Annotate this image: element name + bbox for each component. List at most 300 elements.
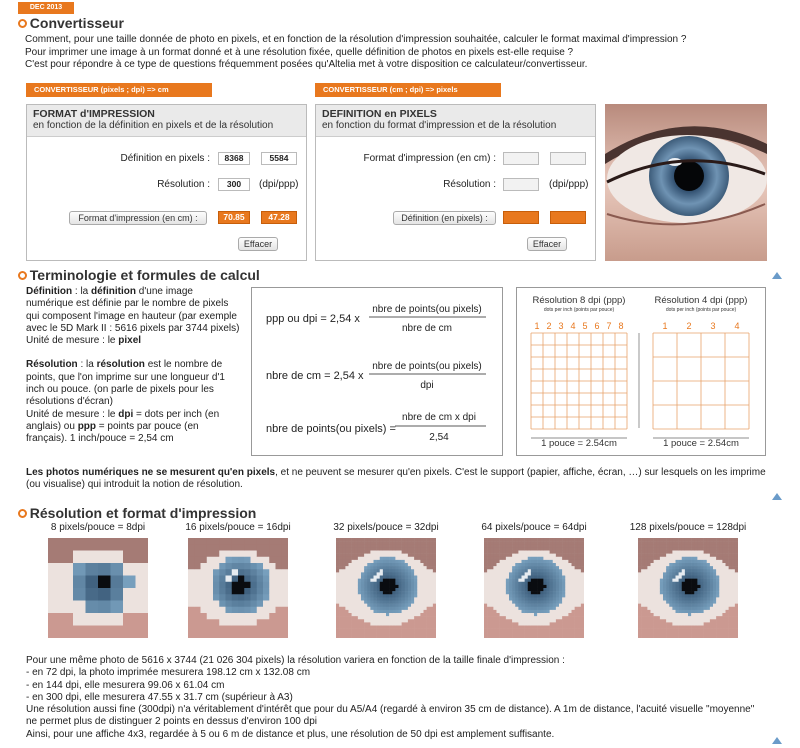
sample-pixel <box>411 538 414 541</box>
sample-pixel <box>562 541 565 544</box>
sample-pixel <box>531 616 534 619</box>
sample-pixel <box>420 601 423 604</box>
sample-pixel <box>518 544 521 547</box>
sample-pixel <box>735 622 738 625</box>
sample-pixel <box>729 626 732 629</box>
sample-pixel <box>685 566 688 569</box>
sample-pixel <box>641 594 644 597</box>
sample-pixel <box>543 610 546 613</box>
sample-pixel <box>694 607 697 610</box>
sample-pixel <box>367 635 370 638</box>
sample-pixel <box>572 613 575 616</box>
sample-pixel <box>349 610 352 613</box>
sample-pixel <box>679 616 682 619</box>
scroll-top-icon[interactable] <box>772 737 782 744</box>
sample-pixel <box>269 557 276 564</box>
sample-pixel <box>726 569 729 572</box>
sample-pixel <box>694 572 697 575</box>
sample-pixel <box>651 579 654 582</box>
format-height-input[interactable] <box>550 152 586 165</box>
sample-pixel <box>487 613 490 616</box>
sample-pixel <box>207 588 214 595</box>
sample-pixel <box>367 563 370 566</box>
sample-pixel <box>123 588 136 601</box>
sample-pixel <box>263 544 270 551</box>
sample-pixel <box>572 538 575 541</box>
sample-pixel <box>411 551 414 554</box>
sample-pixel <box>427 597 430 600</box>
sample-pixel <box>389 629 392 632</box>
sample-pixel <box>497 597 500 600</box>
sample-pixel <box>342 554 345 557</box>
sample-pixel <box>86 538 99 551</box>
sample-pixel <box>424 591 427 594</box>
sample-pixel <box>370 601 373 604</box>
sample-pixel <box>694 544 697 547</box>
sample-pixel <box>547 613 550 616</box>
grid-number: 3 <box>558 321 564 331</box>
sample-pixel <box>497 629 500 632</box>
sample-pixel <box>405 572 408 575</box>
sample-pixel <box>550 626 553 629</box>
sample-pixel <box>506 547 509 550</box>
sample-pixel <box>395 563 398 566</box>
sample-pixel <box>336 563 339 566</box>
panel-header <box>27 105 306 137</box>
sample-pixel <box>399 569 402 572</box>
sample-pixel <box>710 544 713 547</box>
sample-pixel <box>484 610 487 613</box>
sample-pixel <box>355 632 358 635</box>
sample-pixel <box>383 560 386 563</box>
sample-pixel <box>543 538 546 541</box>
sample-pixel <box>562 635 565 638</box>
sample-pixel <box>543 635 546 638</box>
sample-pixel <box>417 626 420 629</box>
sample-pixel <box>669 572 672 575</box>
sample-pixel <box>660 597 663 600</box>
sample-pixel <box>647 626 650 629</box>
sample-pixel <box>657 560 660 563</box>
sample-pixel <box>679 632 682 635</box>
sample-pixel <box>654 582 657 585</box>
sample-pixel <box>342 557 345 560</box>
sample-pixel <box>399 619 402 622</box>
sample-pixel <box>201 632 208 638</box>
sample-pixel <box>405 576 408 579</box>
sample-pixel <box>364 591 367 594</box>
sample-pixel <box>694 594 697 597</box>
sample-pixel <box>575 572 578 575</box>
sample-pixel <box>417 597 420 600</box>
format-width-input[interactable] <box>503 152 539 165</box>
sample-pixel <box>389 604 392 607</box>
sample-pixel <box>562 601 565 604</box>
sample-pixel <box>349 594 352 597</box>
sample-pixel <box>732 635 735 638</box>
sample-pixel <box>349 607 352 610</box>
sample-pixel <box>336 619 339 622</box>
definition-unit <box>26 335 241 347</box>
sample-pixel <box>408 563 411 566</box>
sample-pixel <box>672 544 675 547</box>
definition-label: Définition en pixels : <box>120 153 210 164</box>
sample-pixel <box>719 566 722 569</box>
term: Définition <box>26 286 73 297</box>
sample-pixel <box>48 626 61 639</box>
sample-pixel <box>512 538 515 541</box>
sample-pixel <box>506 629 509 632</box>
sample-pixel <box>194 538 201 545</box>
sample-pixel <box>685 632 688 635</box>
sample-pixel <box>697 604 700 607</box>
sample-pixel <box>531 604 534 607</box>
sample-pixel <box>704 632 707 635</box>
sample-pixel <box>663 557 666 560</box>
sample-pixel <box>669 635 672 638</box>
sample-pixel <box>207 601 214 608</box>
sample-pixel <box>694 563 697 566</box>
sample-pixel <box>364 619 367 622</box>
sample-pixel <box>336 601 339 604</box>
sample-pixel <box>389 626 392 629</box>
sample-pixel <box>735 601 738 604</box>
sample-pixel <box>364 557 367 560</box>
sample-pixel <box>663 576 666 579</box>
sample-pixel <box>525 622 528 625</box>
sample-pixel <box>427 607 430 610</box>
sample-pixel <box>500 579 503 582</box>
scroll-top-icon[interactable] <box>772 272 782 279</box>
sample-pixel <box>352 597 355 600</box>
sample-pixel <box>522 585 525 588</box>
sample-pixel <box>578 588 581 591</box>
sample-pixel <box>339 582 342 585</box>
sample-pixel <box>515 610 518 613</box>
sample-pixel <box>732 563 735 566</box>
sample-pixel <box>512 616 515 619</box>
tab-pixels-to-cm[interactable]: CONVERTISSEUR (pixels ; dpi) => cm <box>26 83 212 97</box>
sample-pixel <box>48 588 61 601</box>
sample-pixel <box>269 551 276 558</box>
sample-pixel <box>710 569 713 572</box>
term: ppp <box>77 420 97 432</box>
explanation-line: Une résolution aussi fine (300dpi) n'a véritablement d'intérêt que pour du A5/A4 (regardé à environ 35 cm de distance). A 1m de distance, l'acuité visuelle "moyenne" ne permet plus de distinguer 2 points en dessus d'environ 100 dpi <box>26 704 755 728</box>
sample-pixel <box>408 594 411 597</box>
sample-pixel <box>556 597 559 600</box>
sample-pixel <box>490 569 493 572</box>
sample-pixel <box>666 563 669 566</box>
sample-pixel <box>188 588 195 595</box>
sample-pixel <box>575 541 578 544</box>
sample-pixel <box>48 613 61 626</box>
sample-pixel <box>543 616 546 619</box>
sample-pixel <box>361 572 364 575</box>
sample-pixel <box>352 541 355 544</box>
sample-pixel <box>61 563 74 576</box>
sample-pixel <box>531 557 534 560</box>
sample-pixel <box>657 551 660 554</box>
sample-pixel <box>408 538 411 541</box>
sample-pixel <box>559 585 562 588</box>
sample-pixel <box>550 547 553 550</box>
sample-pixel <box>716 541 719 544</box>
formula-lhs: ppp ou dpi = 2,54 x <box>266 313 360 325</box>
sample-pixel <box>414 544 417 547</box>
sample-pixel <box>657 576 660 579</box>
sample-pixel <box>408 632 411 635</box>
sample-pixel <box>722 560 725 563</box>
sample-pixel <box>713 569 716 572</box>
sample-pixel <box>276 538 283 545</box>
definitions-text <box>26 286 241 446</box>
sample-pixel <box>568 632 571 635</box>
sample-pixel <box>688 594 691 597</box>
sample-pixel <box>688 557 691 560</box>
sample-pixel <box>647 579 650 582</box>
sample-pixel <box>562 585 565 588</box>
sample-pixel <box>534 604 537 607</box>
sample-pixel <box>710 588 713 591</box>
sample-pixel <box>342 601 345 604</box>
sample-pixel <box>342 616 345 619</box>
resolution-label: Résolution : <box>443 179 496 190</box>
sample-pixel <box>370 560 373 563</box>
sample-pixel <box>685 572 688 575</box>
tab-cm-to-pixels[interactable]: CONVERTISSEUR (cm ; dpi) => pixels <box>315 83 501 97</box>
sample-pixel <box>405 594 408 597</box>
sample-pixel <box>556 635 559 638</box>
sample-pixel <box>676 594 679 597</box>
sample-pixel <box>691 635 694 638</box>
sample-pixel <box>515 551 518 554</box>
sample-pixel <box>647 572 650 575</box>
sample-pixel <box>349 547 352 550</box>
sample-pixel <box>389 616 392 619</box>
resolution-input[interactable]: 300 <box>218 178 250 191</box>
sample-pixel <box>553 635 556 638</box>
sample-pixel <box>685 629 688 632</box>
sample-pixel <box>565 613 568 616</box>
sample-pixel <box>518 582 521 585</box>
sample-pixel <box>515 626 518 629</box>
sample-pixel <box>420 629 423 632</box>
sample-pixel <box>647 597 650 600</box>
sample-pixel <box>676 632 679 635</box>
sample-pixel <box>355 541 358 544</box>
sample-pixel <box>411 591 414 594</box>
sample-pixel <box>697 551 700 554</box>
sample-pixel <box>534 613 537 616</box>
sample-pixel <box>370 616 373 619</box>
sample-pixel <box>550 551 553 554</box>
sample-pixel <box>657 547 660 550</box>
sample-pixel <box>543 619 546 622</box>
sample-pixel <box>534 597 537 600</box>
sample-pixel <box>735 554 738 557</box>
sample-pixel <box>729 554 732 557</box>
sample-pixel <box>676 554 679 557</box>
sample-pixel <box>427 560 430 563</box>
sample-pixel <box>349 635 352 638</box>
sample-pixel <box>411 544 414 547</box>
sample-pixel <box>735 557 738 560</box>
sample-pixel <box>556 566 559 569</box>
sample-pixel <box>430 607 433 610</box>
sample-pixel <box>213 557 220 564</box>
sample-pixel <box>722 588 725 591</box>
sample-pixel <box>364 569 367 572</box>
sample-pixel <box>417 588 420 591</box>
sample-pixel <box>719 557 722 560</box>
format-impression-button[interactable]: Format d'impression (en cm) : <box>69 211 207 225</box>
definition-button[interactable]: Définition (en pixels) : <box>393 211 496 225</box>
sample-pixel <box>383 563 386 566</box>
sample-pixel <box>123 563 136 576</box>
sample-pixel <box>534 579 537 582</box>
sample-pixel <box>735 607 738 610</box>
sample-pixel <box>553 629 556 632</box>
sample-pixel <box>553 613 556 616</box>
sample-pixel <box>531 619 534 622</box>
sample-pixel <box>562 579 565 582</box>
sample-pixel <box>427 613 430 616</box>
sample-pixel <box>111 563 124 576</box>
clear-button[interactable]: Effacer <box>527 237 567 251</box>
sample-pixel <box>364 547 367 550</box>
sample-pixel <box>490 538 493 541</box>
sample-pixel <box>525 619 528 622</box>
sample-pixel <box>414 622 417 625</box>
sample-pixel <box>364 544 367 547</box>
sample-pixel <box>572 607 575 610</box>
formula-lhs: nbre de cm = 2,54 x <box>266 370 364 382</box>
sample-pixel <box>556 572 559 575</box>
sample-pixel <box>669 594 672 597</box>
sample-pixel <box>647 622 650 625</box>
sample-pixel <box>358 566 361 569</box>
sample-pixel <box>370 551 373 554</box>
sample-pixel <box>531 544 534 547</box>
sample-pixel <box>672 560 675 563</box>
sample-pixel <box>547 594 550 597</box>
clear-button[interactable]: Effacer <box>238 237 278 251</box>
sample-pixel <box>493 563 496 566</box>
sample-pixel <box>345 604 348 607</box>
sample-pixel <box>641 632 644 635</box>
sample-pixel <box>565 616 568 619</box>
sample-pixel <box>500 607 503 610</box>
sample-pixel <box>395 616 398 619</box>
sample-pixel <box>238 557 245 564</box>
sample-pixel <box>556 613 559 616</box>
eye-sample-image <box>484 538 584 638</box>
sample-pixel <box>722 582 725 585</box>
sample-pixel <box>559 622 562 625</box>
scroll-top-icon[interactable] <box>772 493 782 500</box>
sample-pixel <box>364 538 367 541</box>
sample-pixel <box>553 591 556 594</box>
sample-pixel <box>503 616 506 619</box>
sample-pixel <box>666 576 669 579</box>
sample-pixel <box>238 632 245 638</box>
sample-pixel <box>729 597 732 600</box>
sample-pixel <box>651 572 654 575</box>
sample-pixel <box>537 554 540 557</box>
sample-pixel <box>402 560 405 563</box>
sample-pixel <box>688 607 691 610</box>
sample-pixel <box>367 597 370 600</box>
sample-pixel <box>531 613 534 616</box>
sample-pixel <box>226 538 233 545</box>
sample-pixel <box>503 632 506 635</box>
sample-pixel <box>424 544 427 547</box>
sample-pixel <box>194 632 201 638</box>
sample-pixel <box>342 582 345 585</box>
sample-pixel <box>269 588 276 595</box>
sample-pixel <box>578 626 581 629</box>
sample-pixel <box>518 597 521 600</box>
sample-pixel <box>669 554 672 557</box>
sample-pixel <box>685 622 688 625</box>
sample-pixel <box>500 629 503 632</box>
resolution-input[interactable] <box>503 178 539 191</box>
sample-pixel <box>201 563 208 570</box>
sample-pixel <box>399 563 402 566</box>
sample-pixel <box>559 569 562 572</box>
sample-pixel <box>676 538 679 541</box>
sample-pixel <box>685 538 688 541</box>
sample-pixel <box>263 538 270 545</box>
sample-pixel <box>685 544 688 547</box>
definition-height-input[interactable]: 5584 <box>261 152 297 165</box>
sample-pixel <box>263 619 270 626</box>
sample-pixel <box>550 616 553 619</box>
sample-pixel <box>578 579 581 582</box>
definition-width-input[interactable]: 8368 <box>218 152 250 165</box>
sample-pixel <box>729 591 732 594</box>
sample-pixel <box>263 607 270 614</box>
sample-pixel <box>411 629 414 632</box>
sample-pixel <box>641 541 644 544</box>
sample-pixel <box>355 585 358 588</box>
sample-pixel <box>405 541 408 544</box>
sample-pixel <box>666 551 669 554</box>
sample-pixel <box>402 554 405 557</box>
sample-pixel <box>342 610 345 613</box>
sample-pixel <box>644 557 647 560</box>
sample-pixel <box>487 554 490 557</box>
sample-pixel <box>414 572 417 575</box>
sample-pixel <box>644 576 647 579</box>
sample-pixel <box>374 591 377 594</box>
sample-pixel <box>531 635 534 638</box>
intro-line: C'est pour répondre à ce type de questions fréquemment posées qu'Altelia met à votre disposition ce calculateur/convertisseur. <box>25 59 588 70</box>
sample-pixel <box>531 576 534 579</box>
sample-pixel <box>565 622 568 625</box>
sample-pixel <box>663 616 666 619</box>
sample-pixel <box>550 607 553 610</box>
sample-pixel <box>729 544 732 547</box>
sample-pixel <box>537 597 540 600</box>
sample-pixel <box>701 554 704 557</box>
sample-pixel <box>251 613 258 620</box>
sample-pixel <box>430 610 433 613</box>
sample-pixel <box>568 601 571 604</box>
sample-pixel <box>679 588 682 591</box>
sample-pixel <box>550 622 553 625</box>
panel-title: FORMAT d'IMPRESSION <box>33 108 155 120</box>
